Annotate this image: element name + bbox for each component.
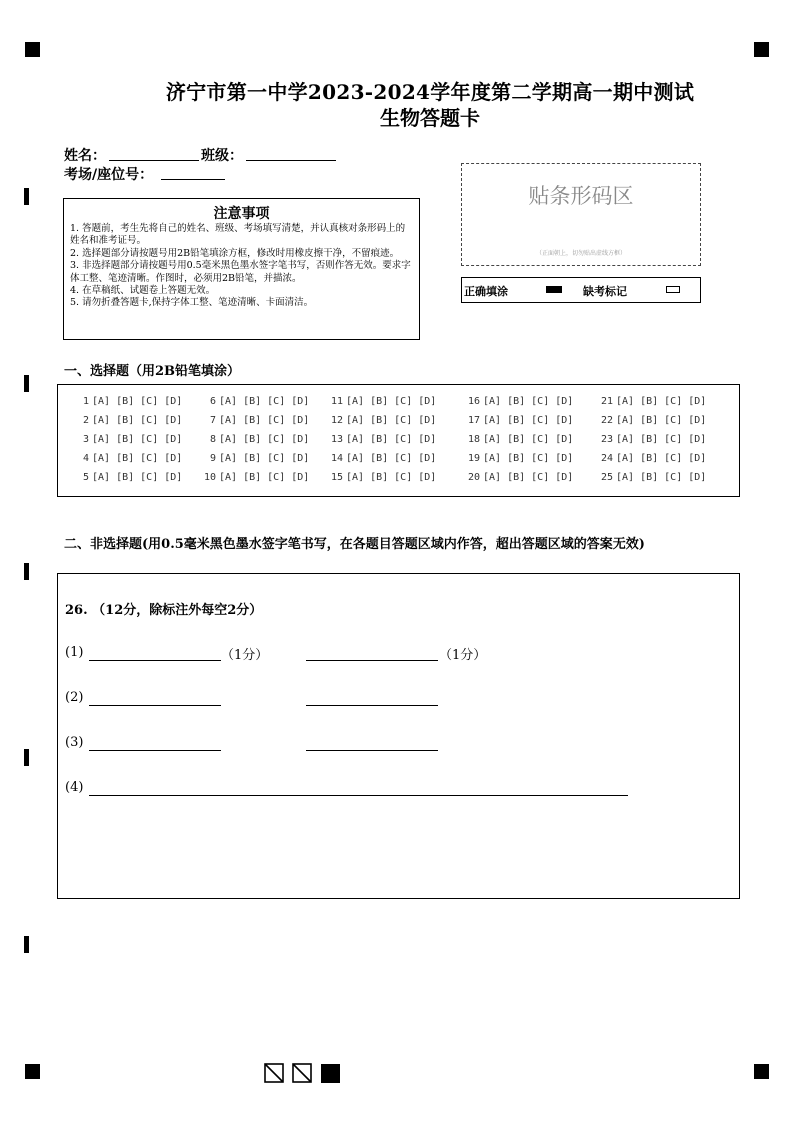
mc-question-row[interactable] [204, 453, 309, 464]
mc-question-number: 22 [601, 415, 614, 426]
q26-part1-label: (1) [65, 645, 84, 660]
mc-question-row[interactable] [601, 415, 706, 426]
mc-question-number: 14 [331, 453, 344, 464]
mc-question-row[interactable] [601, 453, 706, 464]
mc-question-number: 21 [601, 396, 614, 407]
mc-question-number: 9 [209, 453, 216, 464]
q26-part4-blank[interactable] [89, 795, 628, 796]
mc-options[interactable]: [A] [B] [C] [D] [346, 415, 437, 426]
mc-options[interactable]: [A] [B] [C] [D] [346, 434, 437, 445]
q26-part3-blank-b[interactable] [306, 750, 438, 751]
mc-question-number: 5 [82, 472, 89, 483]
mc-question-number: 6 [209, 396, 216, 407]
mc-options[interactable]: [A] [B] [C] [D] [616, 396, 707, 407]
correct-fill-label: 正确填涂 [464, 285, 508, 298]
mc-options[interactable]: [A] [B] [C] [D] [92, 434, 183, 445]
q26-part1-blank-b[interactable] [306, 660, 438, 661]
mc-question-number: 15 [331, 472, 344, 483]
q26-part2-blank-b[interactable] [306, 705, 438, 706]
q26-part2-label: (2) [65, 690, 84, 705]
section1-title: 一、选择题（用2B铅笔填涂） [64, 364, 241, 379]
mc-answer-grid [57, 384, 740, 497]
mc-question-number: 19 [468, 453, 481, 464]
mc-options[interactable]: [A] [B] [C] [D] [483, 434, 574, 445]
mc-question-row[interactable] [601, 434, 706, 445]
timing-mark [24, 563, 29, 580]
seat-field[interactable] [161, 179, 225, 180]
mc-question-number: 12 [331, 415, 344, 426]
timing-mark [24, 188, 29, 205]
notice-list [64, 223, 419, 310]
mc-question-row[interactable] [331, 434, 436, 445]
barcode-title: 贴条形码区 [528, 184, 634, 208]
mc-question-number: 1 [82, 396, 89, 407]
mc-options[interactable]: [A] [B] [C] [D] [616, 434, 707, 445]
absent-mark-box[interactable] [666, 286, 680, 293]
page-title: 济宁市第一中学2023-2024学年度第二学期高一期中测试 [165, 80, 695, 104]
mc-question-row[interactable] [468, 434, 573, 445]
class-field[interactable] [246, 160, 336, 161]
mc-options[interactable]: [A] [B] [C] [D] [346, 453, 437, 464]
mc-question-row[interactable] [331, 472, 436, 483]
mc-options[interactable]: [A] [B] [C] [D] [92, 472, 183, 483]
registration-mark-bottom-right [754, 1064, 769, 1079]
mc-question-number: 10 [204, 472, 217, 483]
section2-title: 二、非选择题(用0.5毫米黑色墨水签字笔书写，在各题目答题区域内作答，超出答题区域的答案无效) [64, 537, 645, 552]
mc-question-number: 7 [209, 415, 216, 426]
q26-answer-box [57, 573, 740, 899]
mc-question-number: 3 [82, 434, 89, 445]
notice-item: 2. 选择题部分请按题号用2B铅笔填涂方框，修改时用橡皮擦干净，不留痕迹。 [70, 247, 400, 259]
fill-legend [461, 277, 701, 303]
mc-options[interactable]: [A] [B] [C] [D] [219, 453, 310, 464]
notice-item: 4. 在草稿纸、试题卷上答题无效。 [70, 285, 216, 297]
class-label: 班级： [201, 148, 243, 164]
mc-question-number: 13 [331, 434, 344, 445]
mc-options[interactable]: [A] [B] [C] [D] [346, 472, 437, 483]
mc-question-number: 18 [468, 434, 481, 445]
mc-question-row[interactable] [77, 415, 182, 426]
mc-question-number: 17 [468, 415, 481, 426]
mc-options[interactable]: [A] [B] [C] [D] [483, 453, 574, 464]
mc-options[interactable]: [A] [B] [C] [D] [616, 453, 707, 464]
q26-part4-label: (4) [65, 780, 84, 795]
timing-mark [24, 749, 29, 766]
mc-question-row[interactable] [77, 396, 182, 407]
registration-mark-bottom-left [25, 1064, 40, 1079]
q26-part1-blank-a[interactable] [89, 660, 221, 661]
mc-options[interactable]: [A] [B] [C] [D] [346, 396, 437, 407]
correct-fill-sample [546, 286, 562, 293]
q26-part3-label: (3) [65, 735, 84, 750]
notice-title: 注意事项 [213, 206, 270, 222]
q26-part3-blank-a[interactable] [89, 750, 221, 751]
mc-question-row[interactable] [468, 472, 573, 483]
filled-box-icon [321, 1064, 340, 1083]
barcode-area[interactable] [461, 163, 701, 266]
mc-options[interactable]: [A] [B] [C] [D] [219, 396, 310, 407]
mc-options[interactable]: [A] [B] [C] [D] [219, 415, 310, 426]
mc-question-row[interactable] [204, 396, 309, 407]
mc-question-row[interactable] [331, 415, 436, 426]
mc-question-row[interactable] [77, 453, 182, 464]
notice-item: 1. 答题前，考生先将自己的姓名、班级、考场填写清楚，并认真核对条形码上的姓名和准考证号。 [70, 223, 406, 247]
page-subtitle: 生物答题卡 [380, 106, 480, 130]
mc-options[interactable]: [A] [B] [C] [D] [219, 434, 310, 445]
mc-question-number: 11 [331, 396, 344, 407]
registration-mark-top-left [25, 42, 40, 57]
mc-question-number: 23 [601, 434, 614, 445]
mc-question-row[interactable] [601, 396, 706, 407]
mc-options[interactable]: [A] [B] [C] [D] [483, 415, 574, 426]
q26-part2-blank-a[interactable] [89, 705, 221, 706]
mc-question-row[interactable] [331, 453, 436, 464]
seat-label: 考场/座位号： [64, 167, 154, 183]
mc-options[interactable]: [A] [B] [C] [D] [483, 472, 574, 483]
mc-question-number: 25 [601, 472, 614, 483]
name-label: 姓名： [64, 148, 106, 164]
mc-question-number: 16 [468, 396, 481, 407]
mc-question-row[interactable] [468, 396, 573, 407]
mc-question-row[interactable] [204, 472, 309, 483]
barcode-note: （正面朝上，切勿贴出虚线方框） [535, 250, 626, 257]
mc-question-row[interactable] [468, 453, 573, 464]
mc-options[interactable]: [A] [B] [C] [D] [92, 415, 183, 426]
notice-item: 3. 非选择题部分请按题号用0.5毫米黑色墨水签字笔书写，否则作答无效。要求字体工整、笔迹清晰。作图时，必须用2B铅笔，并描浓。 [70, 260, 411, 284]
registration-mark-top-right [754, 42, 769, 57]
name-field[interactable] [109, 160, 199, 161]
mc-question-row[interactable] [204, 434, 309, 445]
hatched-box-icon [293, 1064, 311, 1082]
timing-mark [24, 936, 29, 953]
q26-part1-note-a: （1分） [221, 648, 269, 663]
page-code-marks [264, 1063, 344, 1083]
mc-question-row[interactable] [77, 472, 182, 483]
mc-question-row[interactable] [77, 434, 182, 445]
mc-question-row[interactable] [204, 415, 309, 426]
mc-options[interactable]: [A] [B] [C] [D] [483, 396, 574, 407]
mc-question-number: 2 [82, 415, 89, 426]
mc-options[interactable]: [A] [B] [C] [D] [616, 415, 707, 426]
hatched-box-icon [265, 1064, 283, 1082]
mc-question-number: 4 [82, 453, 89, 464]
q26-part1-note-b: （1分） [439, 648, 487, 663]
timing-mark [24, 375, 29, 392]
mc-question-number: 8 [209, 434, 216, 445]
mc-options[interactable]: [A] [B] [C] [D] [616, 472, 707, 483]
mc-question-number: 24 [601, 453, 614, 464]
mc-question-row[interactable] [468, 415, 573, 426]
q26-heading: 26. （12分，除标注外每空2分） [65, 603, 263, 618]
notice-box [63, 198, 420, 340]
mc-options[interactable]: [A] [B] [C] [D] [219, 472, 310, 483]
mc-question-number: 20 [468, 472, 481, 483]
absent-mark-label: 缺考标记 [583, 285, 627, 298]
notice-item: 5. 请勿折叠答题卡,保持字体工整、笔迹清晰、卡面清洁。 [70, 297, 314, 309]
mc-question-row[interactable] [331, 396, 436, 407]
mc-options[interactable]: [A] [B] [C] [D] [92, 396, 183, 407]
mc-question-row[interactable] [601, 472, 706, 483]
mc-options[interactable]: [A] [B] [C] [D] [92, 453, 183, 464]
